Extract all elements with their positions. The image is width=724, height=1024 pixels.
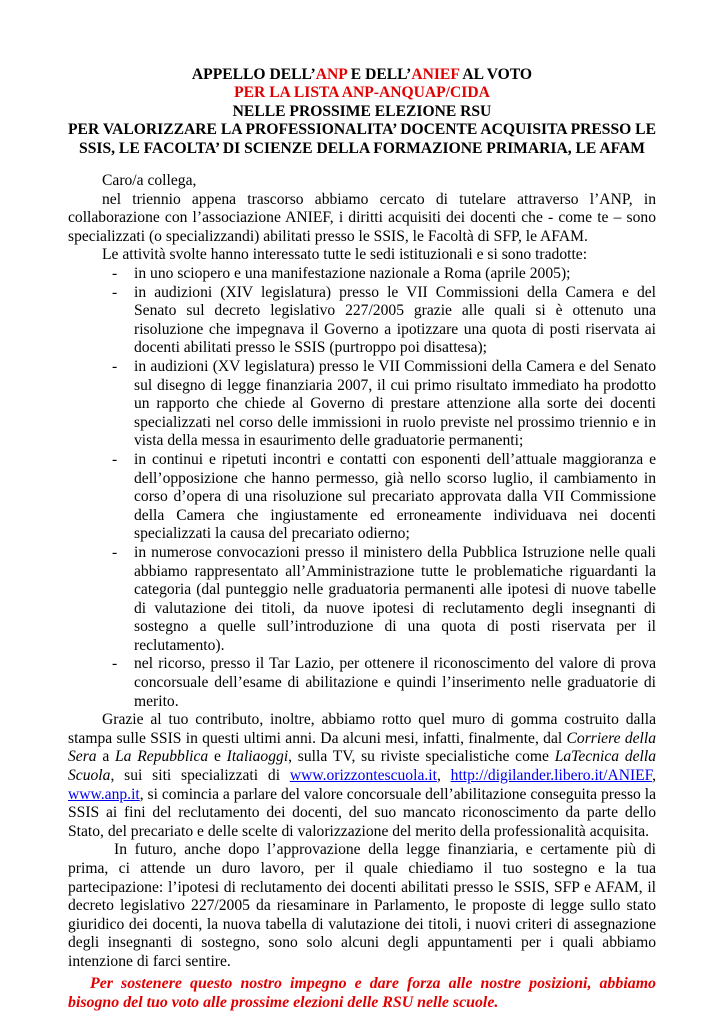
press-corriere: Corriere della Sera bbox=[68, 729, 656, 766]
title-line-2: PER LA LISTA ANP-ANQUAP/CIDA bbox=[234, 84, 490, 102]
dash-bullet: - bbox=[112, 265, 118, 282]
dash-bullet: - bbox=[112, 450, 118, 468]
link-anp[interactable]: www.anp.it bbox=[68, 785, 140, 803]
title-anief: ANIEF bbox=[411, 66, 460, 83]
list-item-text: in numerose convocazioni presso il ministero della Pubblica Istruzione nelle quali abbiamo rappresentato all’Amministrazione tutte le problematiche riguardanti la categoria (dal punteggio nelle graduatoria permanenti alle ipotesi di nuove tabelle di valutazione dei titoli, da nuove ipotesi di reclutamento degli insegnanti di sostegno a quelle sull’introduzione di una quota di posti riservata per il reclutamento). bbox=[134, 543, 656, 654]
press-text: , sulla TV, su riviste specialistiche come bbox=[288, 748, 555, 766]
list-item bbox=[68, 451, 656, 544]
list-item-text: in audizioni (XV legislatura) presso le VII Commissioni della Camera e del Senato sul disegno di legge finanziaria 2007, il cui primo risultato immediato ha prodotto un rapporto che chiede al Governo di prestare attenzione alla sorte dei docenti specializzati nel corso delle immissioni in ruolo previste nel prossimo triennio e in vista della messa in esaurimento delle graduatorie permanenti; bbox=[134, 357, 656, 450]
title-text-1: APPELLO DELL’ bbox=[191, 66, 316, 83]
future-paragraph: In futuro, anche dopo l’approvazione della legge finanziaria, e certamente più di prima, ci attende un duro lavoro, per il quale chiediamo il tuo sostegno e la tua partecipazione: l’ipotesi di reclutamento dei docenti abilitati presso le SSIS, SFP e AFAM, il decreto legislativo 227/2005 da riesaminare in Parlamento, le proposte di legge sullo stato giuridico dei docenti, la nuova tabella di valutazione dei titoli, i nuovi criteri di assegnazione degli insegnanti di sostegno, sono solo alcuni degli appuntamenti per i quali abbiamo intenzione di farci sentire. bbox=[68, 841, 656, 970]
title-line-1 bbox=[68, 66, 656, 84]
list-item-text: nel ricorso, presso il Tar Lazio, per ottenere il riconoscimento del valore di prova concorsuale dell’esame di abilitazione e quindi l’inserimento nelle graduatorie di merito. bbox=[134, 655, 656, 710]
list-item-text: in uno sciopero e una manifestazione nazionale a Roma (aprile 2005); bbox=[134, 265, 571, 282]
list-item bbox=[68, 544, 656, 656]
press-paragraph bbox=[68, 711, 656, 841]
activities-intro: Le attività svolte hanno interessato tutte le sedi istituzionali e si sono tradotte: bbox=[102, 246, 588, 264]
title-block bbox=[68, 66, 656, 158]
link-anief[interactable]: http://digilander.libero.it/ANIEF bbox=[450, 767, 653, 785]
activities-list bbox=[68, 265, 656, 711]
title-line-4: PER VALORIZZARE LA PROFESSIONALITA’ DOCENTE ACQUISITA PRESSO LE SSIS, LE FACOLTA’ DI SCIENZE DELLA FORMAZIONE PRIMARIA, LE AFAM bbox=[68, 121, 656, 157]
press-tecnica-scuola: LaTecnica della Scuola bbox=[68, 748, 657, 785]
press-text: e bbox=[208, 748, 227, 766]
press-text: , sui siti specializzati di bbox=[110, 767, 290, 785]
press-repubblica: La Repubblica bbox=[115, 748, 209, 766]
press-text: , si comincia a parlare del valore concorsuale dell’abilitazione conseguita presso la SSIS ai fini del reclutamento dei docenti, del suo mancato riconoscimento da parte dello Stato, del precariato e delle scelte di valorizzazione del merito della professionalità acquisita. bbox=[68, 785, 656, 840]
press-text: Grazie al tuo contributo, inoltre, abbiamo rotto quel muro di gomma costruito dalla stampa sulle SSIS in questi ultimi anni. Da alcuni mesi, infatti, finalmente, dal bbox=[68, 711, 656, 747]
press-italiaoggi: Italiaoggi bbox=[226, 748, 289, 766]
list-item bbox=[68, 265, 656, 284]
salutation: Caro/a collega, bbox=[102, 172, 197, 190]
dash-bullet: - bbox=[112, 357, 118, 375]
list-item bbox=[68, 358, 656, 451]
press-text: , bbox=[652, 767, 657, 785]
title-text-2: E DELL’ bbox=[346, 66, 412, 83]
press-text: , bbox=[436, 767, 451, 785]
list-item-text: in audizioni (XIV legislatura) presso le VII Commissioni della Camera e del Senato sul decreto legislativo 227/2005 grazie alle quali si è ottenuto una risoluzione che impegnava il Governo a ipotizzare una quota di posti riservata ai docenti abilitati presso le SSIS (purtroppo poi disattesa); bbox=[134, 283, 656, 357]
dash-bullet: - bbox=[112, 543, 118, 561]
closing-appeal: Per sostenere questo nostro impegno e dare forza alle nostre posizioni, abbiamo bisogno del tuo voto alle prossime elezioni delle RSU nelle scuole. bbox=[68, 974, 656, 1011]
list-item bbox=[68, 284, 656, 358]
title-anp: ANP bbox=[315, 66, 347, 83]
document-body bbox=[68, 66, 656, 1012]
intro-paragraph: nel triennio appena trascorso abbiamo cercato di tutelare attraverso l’ANP, in collaborazione con l’associazione ANIEF, i diritti acquisiti dei docenti che - come te – sono specializzati (o specializzandi) abilitati presso le SSIS, le Facoltà di SFP, le AFAM. bbox=[68, 190, 656, 245]
press-text: a bbox=[96, 748, 115, 766]
dash-bullet: - bbox=[112, 655, 118, 673]
link-orizzontescuola[interactable]: www.orizzontescuola.it bbox=[289, 767, 437, 785]
list-item-text: in continui e ripetuti incontri e contatti con esponenti dell’attuale maggioranza e dell’opposizione che hanno permesso, già nello scorso luglio, il cambiamento in corso d’opera di una risoluzione sul precariato approvata dalla VII Commissione della Camera che ingiustamente ed erroneamente individuava nei docenti specializzati la causa del precariato odierno; bbox=[134, 450, 656, 543]
dash-bullet: - bbox=[112, 283, 118, 301]
list-item bbox=[68, 655, 656, 711]
title-text-3: AL VOTO bbox=[459, 66, 533, 83]
title-line-3: NELLE PROSSIME ELEZIONE RSU bbox=[232, 102, 492, 120]
